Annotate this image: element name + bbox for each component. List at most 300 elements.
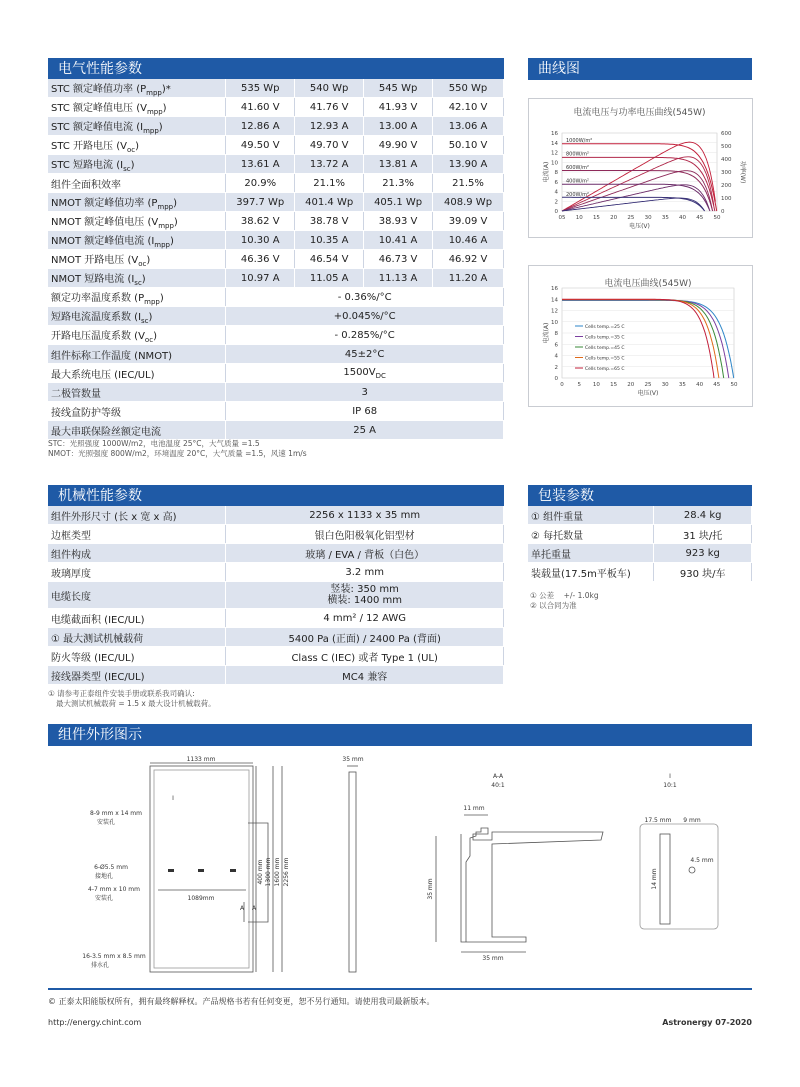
- mech-row: [48, 563, 504, 582]
- x-tick: 45: [696, 215, 704, 221]
- y-tick: 16: [551, 131, 558, 137]
- label-groundb: 接地孔: [94, 873, 114, 880]
- elec-value: 41.60 V: [226, 98, 295, 117]
- label-text: 组件全面积效率: [51, 179, 121, 191]
- mech-row: [48, 544, 504, 563]
- elec-value-span: [226, 402, 504, 421]
- elec-value: 42.10 V: [433, 98, 504, 117]
- label-a2: A: [251, 905, 257, 912]
- elec-value: 46.73 V: [364, 250, 433, 269]
- pack-note: [530, 591, 599, 611]
- legend-label: 600W/m²: [566, 165, 590, 171]
- label-text: 最大系统电压 (IEC/UL): [51, 369, 155, 381]
- label-sub: oc: [144, 335, 154, 344]
- elec-value: 10.46 A: [433, 231, 504, 250]
- elec-row: [48, 402, 504, 421]
- y-tick: 0: [554, 209, 558, 215]
- mech-value: [226, 582, 504, 609]
- y-tick: 12: [551, 308, 558, 315]
- label-text: 接线器类型 (IEC/UL): [51, 671, 145, 683]
- label-sub: sc: [141, 316, 149, 325]
- elec-row: [48, 117, 504, 136]
- mech-row: [48, 506, 504, 525]
- value-text: 3.2 mm: [345, 566, 384, 578]
- elec-value: 12.86 A: [226, 117, 295, 136]
- y-tick: 6: [554, 179, 558, 186]
- elec-row: [48, 98, 504, 117]
- value-text: 银白色阳极氧化铝型材: [314, 530, 415, 542]
- row-label: [48, 421, 226, 440]
- ground-hole-1: [168, 869, 174, 872]
- y2-tick: 0: [721, 209, 725, 215]
- label-11mm: 11 mm: [463, 805, 485, 812]
- elec-value-span: [226, 364, 504, 383]
- label-text: 最大串联保险丝额定电流: [51, 426, 161, 438]
- mech-row: [48, 628, 504, 647]
- elec-row: [48, 79, 504, 98]
- row-label: [48, 79, 226, 98]
- label-sub: sc: [134, 278, 142, 287]
- x-tick: 35: [678, 382, 686, 388]
- y2-tick: 200: [721, 183, 732, 189]
- elec-value: 408.9 Wp: [433, 193, 504, 212]
- value-text: IP 68: [352, 405, 378, 417]
- y-tick: 4: [554, 189, 558, 196]
- elec-value: 21.3%: [364, 174, 433, 193]
- label-w1089: 1089mm: [187, 895, 215, 902]
- pack-note2-mark: ②: [530, 601, 537, 610]
- mech-row: [48, 666, 504, 685]
- label-mount2b: 安装孔: [94, 895, 114, 902]
- elec-value: 540 Wp: [295, 79, 364, 98]
- pack-note1: 公差: [539, 591, 555, 600]
- label-mount2: 4-7 mm x 10 mm: [88, 886, 140, 893]
- elec-value: 49.70 V: [295, 136, 364, 155]
- elec-value: 46.36 V: [226, 250, 295, 269]
- label-9mm: 9 mm: [683, 817, 701, 824]
- nmot-note: NMOT：光照强度 800W/m2，环境温度 20°C，大气质量 =1.5，风速 1m/s: [48, 449, 307, 458]
- label-tail: ): [141, 273, 146, 285]
- pack-note2: 以合同为准: [539, 601, 577, 610]
- elec-value-span: [226, 288, 504, 307]
- elec-value-span: [226, 345, 504, 364]
- label-sub: oc: [138, 259, 147, 268]
- elec-row: [48, 269, 504, 288]
- x-tick: 50: [713, 215, 721, 221]
- x-tick: 15: [610, 382, 618, 388]
- chart2-box: [528, 265, 753, 407]
- label-text: 防火等级 (IEC/UL): [51, 652, 135, 664]
- elec-value: 405.1 Wp: [364, 193, 433, 212]
- elec-value-span: [226, 307, 504, 326]
- label-tail: ): [146, 254, 151, 266]
- label-sub: mpp: [146, 88, 162, 97]
- label-sub: mpp: [154, 240, 171, 249]
- x-tick: 10: [592, 382, 600, 388]
- value-text: 3: [361, 386, 368, 398]
- copyright: © 正泰太阳能版权所有，拥有最终解释权。产品规格书若有任何变更，恕不另行通知。请使用我司最新版本。: [48, 997, 435, 1006]
- row-label: [48, 506, 226, 525]
- y-label: 电流(A): [543, 161, 550, 183]
- elec-value: 535 Wp: [226, 79, 295, 98]
- y-tick: 2: [554, 364, 558, 371]
- mech-note-line1: 请参考正泰组件安装手册或联系我司确认:: [57, 689, 195, 698]
- elec-value: 49.50 V: [226, 136, 295, 155]
- label-35h: 35 mm: [482, 955, 504, 962]
- row-label: [48, 582, 226, 609]
- legend-label: Cells temp.=45 C: [585, 346, 625, 351]
- elec-value: 21.1%: [295, 174, 364, 193]
- footnote-mark: ①: [531, 511, 540, 523]
- row-label: [48, 326, 226, 345]
- value-text: +0.045%/°C: [333, 310, 396, 322]
- label-text: STC 额定峰值电流 (I: [51, 121, 144, 133]
- row-label: [48, 155, 226, 174]
- x-tick: 30: [644, 215, 652, 221]
- row-label: [48, 136, 226, 155]
- row-label: [528, 544, 654, 563]
- elec-value: 38.78 V: [295, 212, 364, 231]
- label-text: 组件构成: [51, 549, 91, 561]
- x-tick: 35: [661, 215, 669, 221]
- label-text: 组件重量: [543, 511, 584, 523]
- x-tick: 30: [661, 382, 669, 388]
- label-sub: mpp: [146, 107, 163, 116]
- elec-value: 12.93 A: [295, 117, 364, 136]
- elec-value: 41.93 V: [364, 98, 433, 117]
- row-label: [48, 628, 226, 647]
- pack-title: 包装参数: [538, 488, 594, 504]
- y2-tick: 500: [721, 144, 732, 150]
- y-tick: 14: [551, 297, 558, 304]
- x-tick: 0: [560, 382, 564, 388]
- elec-value: 49.90 V: [364, 136, 433, 155]
- row-label: [48, 364, 226, 383]
- y2-label: 功率(W): [739, 160, 746, 184]
- elec-row: [48, 155, 504, 174]
- mech-value: [226, 609, 504, 628]
- row-label: [48, 117, 226, 136]
- pack-value: 923 kg: [654, 544, 752, 563]
- x-tick: 25: [627, 215, 635, 221]
- pack-value: 28.4 kg: [654, 506, 752, 525]
- row-label: [528, 525, 654, 544]
- elec-value: 46.54 V: [295, 250, 364, 269]
- pack-table: [528, 506, 752, 582]
- drawing-title: 组件外形图示: [58, 727, 142, 743]
- label-tail: ): [153, 330, 157, 342]
- label-tail: )*: [161, 83, 171, 95]
- label-text: 组件标称工作温度 (NMOT): [51, 350, 173, 362]
- label-text: 额定功率温度系数 (P: [51, 292, 145, 304]
- elec-row: [48, 383, 504, 402]
- elec-note: [48, 439, 307, 459]
- y2-tick: 100: [721, 196, 732, 202]
- row-label: [48, 288, 226, 307]
- mech-note-mark: ①: [48, 689, 55, 698]
- label-text: 二极管数量: [51, 388, 101, 400]
- elec-value-span: [226, 383, 504, 402]
- y-tick: 8: [554, 331, 558, 337]
- label-text: 接线盒防护等级: [51, 407, 121, 419]
- mech-row: [48, 525, 504, 544]
- elec-value: 401.4 Wp: [295, 193, 364, 212]
- value-line2: 横装: 1400 mm: [327, 595, 403, 606]
- pv-curve: [562, 198, 705, 211]
- curves-header: [528, 58, 752, 80]
- label-1300: 1300 mm: [265, 857, 272, 887]
- label-tail: ): [159, 292, 164, 304]
- label-400: 400 mm: [257, 859, 264, 885]
- y-tick: 10: [551, 319, 558, 326]
- pack-row: [528, 544, 752, 563]
- mech-value: [226, 666, 504, 685]
- mech-value: [226, 544, 504, 563]
- elec-value: 21.5%: [433, 174, 504, 193]
- row-label: [48, 231, 226, 250]
- label-tail: ): [158, 121, 163, 133]
- side-view: [349, 772, 356, 972]
- x-tick: 20: [610, 215, 618, 221]
- label-a1: A: [239, 905, 245, 912]
- elec-value-span: [226, 326, 504, 345]
- pack-row: [528, 506, 752, 525]
- elec-row: [48, 250, 504, 269]
- stc-note: STC：光照强度 1000W/m2，电池温度 25°C，大气质量 =1.5: [48, 439, 260, 448]
- curves-title: 曲线图: [538, 61, 580, 77]
- footer-url[interactable]: http://energy.chint.com: [48, 1018, 142, 1027]
- elec-value: 20.9%: [226, 174, 295, 193]
- label-text: NMOT 额定峰值电压 (V: [51, 216, 159, 228]
- elec-value: 13.00 A: [364, 117, 433, 136]
- label-sub: sc: [123, 164, 131, 173]
- elec-value: 11.05 A: [295, 269, 364, 288]
- mech-header: [48, 485, 504, 507]
- label-aa-scale: 40:1: [491, 782, 505, 789]
- elec-row: [48, 345, 504, 364]
- row-label: [48, 402, 226, 421]
- value-text: 2256 x 1133 x 35 mm: [309, 509, 421, 521]
- pack-row: [528, 525, 752, 544]
- elec-value: 39.09 V: [433, 212, 504, 231]
- x-tick: 15: [592, 215, 600, 221]
- value-text: 玻璃 / EVA / 背板（白色）: [305, 549, 425, 561]
- label-text: NMOT 开路电压 (V: [51, 254, 139, 266]
- elec-value: 13.81 A: [364, 155, 433, 174]
- elec-value: 13.72 A: [295, 155, 364, 174]
- label-text: 装载量(17.5m平板车): [531, 568, 631, 580]
- legend-label: Cells temp.=65 C: [585, 367, 625, 372]
- pack-value: 930 块/车: [654, 563, 752, 582]
- elec-row: [48, 326, 504, 345]
- elec-value: 550 Wp: [433, 79, 504, 98]
- row-label: [48, 345, 226, 364]
- x-label: 电压(V): [629, 223, 650, 230]
- mech-value: [226, 506, 504, 525]
- label-sub: mpp: [158, 221, 174, 230]
- row-label: [48, 666, 226, 685]
- mech-table: [48, 506, 504, 685]
- legend-label: Cells temp.=35 C: [585, 335, 625, 341]
- value-text: 4 mm² / 12 AWG: [323, 612, 406, 624]
- row-label: [48, 212, 226, 231]
- pack-value: 31 块/托: [654, 525, 752, 544]
- row-label: [48, 525, 226, 544]
- label-text: 开路电压温度系数 (V: [51, 330, 145, 342]
- y2-tick: 400: [721, 157, 732, 163]
- legend-label: 200W/m²: [566, 192, 590, 198]
- value-text: MC4 兼容: [342, 671, 388, 683]
- x-tick: 20: [627, 382, 635, 388]
- label-text: 短路电流温度系数 (I: [51, 311, 142, 323]
- chart1-svg: [529, 99, 752, 237]
- label-tail: ): [148, 311, 153, 323]
- row-label: [528, 506, 654, 525]
- elec-value: 10.41 A: [364, 231, 433, 250]
- label-tail: ): [173, 197, 178, 209]
- mech-note-line2: 最大测试机械载荷 = 1.5 x 最大设计机械载荷。: [56, 699, 216, 708]
- drawing-header: [48, 724, 752, 746]
- mech-title: 机械性能参数: [58, 488, 142, 504]
- x-tick: 25: [644, 382, 652, 388]
- label-text: 电缆截面积 (IEC/UL): [51, 614, 145, 626]
- label-i-mark: I: [172, 795, 174, 802]
- label-tail: ): [173, 216, 178, 228]
- y2-tick: 300: [721, 170, 732, 176]
- row-label: [48, 307, 226, 326]
- mech-value: [226, 525, 504, 544]
- elec-value: 41.76 V: [295, 98, 364, 117]
- elec-value: 10.30 A: [226, 231, 295, 250]
- row-label: [48, 609, 226, 628]
- legend-label: 400W/m²: [566, 178, 590, 185]
- elec-header: [48, 58, 504, 80]
- label-text: NMOT 额定峰值电流 (I: [51, 235, 155, 247]
- dim-35: 35 mm: [342, 756, 364, 763]
- y-tick: 8: [554, 170, 558, 176]
- dim-width: 1133 mm: [186, 756, 216, 763]
- label-sub: mpp: [144, 297, 160, 306]
- x-tick: 10: [575, 215, 583, 221]
- x-tick: 45: [713, 382, 721, 388]
- elec-value: 38.93 V: [364, 212, 433, 231]
- x-label: 电压(V): [637, 390, 659, 397]
- y-tick: 12: [551, 150, 558, 157]
- row-label: [48, 383, 226, 402]
- elec-value: 13.06 A: [433, 117, 504, 136]
- y-label: 电流(A): [543, 322, 550, 344]
- label-drainb: 排水孔: [90, 962, 110, 969]
- pack-header: [528, 485, 752, 507]
- y2-tick: 600: [721, 131, 732, 137]
- elec-value: 10.35 A: [295, 231, 364, 250]
- legend-label: Cells temp.=55 C: [585, 356, 625, 362]
- label-35v: 35 mm: [427, 878, 434, 900]
- label-175: 17.5 mm: [644, 817, 672, 824]
- x-tick: 05: [558, 215, 566, 221]
- elec-value: 545 Wp: [364, 79, 433, 98]
- label-sub: mpp: [157, 202, 174, 211]
- elec-value: 11.20 A: [433, 269, 504, 288]
- mech-note: [48, 689, 216, 709]
- chart-title: 电流电压与功率电压曲线(545W): [573, 108, 706, 118]
- value-text: Class C (IEC) 或者 Type 1 (UL): [291, 652, 438, 664]
- y-tick: 10: [551, 160, 558, 167]
- elec-value: 397.7 Wp: [226, 193, 295, 212]
- elec-row: [48, 421, 504, 440]
- y-tick: 16: [551, 286, 558, 292]
- row-label: [528, 563, 654, 582]
- elec-row: [48, 212, 504, 231]
- label-text: STC 开路电压 (V: [51, 140, 127, 152]
- elec-value: 10.97 A: [226, 269, 295, 288]
- label-tail: ): [170, 235, 174, 247]
- label-14: 14 mm: [651, 868, 658, 890]
- y-tick: 4: [554, 353, 558, 360]
- label-text: NMOT 短路电流 (I: [51, 273, 135, 285]
- elec-row: [48, 364, 504, 383]
- footnote-mark: ①: [51, 633, 60, 645]
- elec-value: 46.92 V: [433, 250, 504, 269]
- label-1600: 1600 mm: [274, 857, 281, 887]
- label-sub: mpp: [143, 126, 159, 135]
- y-tick: 2: [554, 199, 558, 206]
- label-text: STC 额定峰值电压 (V: [51, 102, 147, 114]
- label-sub: oc: [126, 145, 136, 154]
- value-text: - 0.36%/°C: [337, 291, 392, 303]
- row-label: [48, 193, 226, 212]
- row-label: [48, 98, 226, 117]
- x-tick: 50: [730, 382, 738, 388]
- value-text: 5400 Pa (正面) / 2400 Pa (背面): [288, 633, 441, 645]
- y-tick: 14: [551, 140, 558, 147]
- elec-row: [48, 231, 504, 250]
- row-label: [48, 563, 226, 582]
- elec-row: [48, 307, 504, 326]
- footnote-mark: ②: [531, 530, 540, 542]
- elec-value: 50.10 V: [433, 136, 504, 155]
- elec-value: 13.61 A: [226, 155, 295, 174]
- label-text: 玻璃厚度: [51, 568, 91, 580]
- value-line1: 竖装: 350 mm: [330, 584, 399, 595]
- elec-row: [48, 174, 504, 193]
- label-mount1: 8-9 mm x 14 mm: [90, 810, 142, 817]
- value-text: - 0.285%/°C: [334, 329, 395, 341]
- module-drawing: [48, 752, 752, 982]
- elec-value: 13.90 A: [433, 155, 504, 174]
- row-label: [48, 174, 226, 193]
- pack-note1b: +/- 1.0kg: [563, 591, 599, 600]
- elec-row: [48, 288, 504, 307]
- detail-i-slot: [660, 834, 670, 924]
- value-text: 1500V: [343, 366, 376, 378]
- label-i-scale: 10:1: [663, 782, 677, 789]
- value-sub: DC: [375, 371, 386, 380]
- mech-row: [48, 647, 504, 666]
- legend-label: Cells temp.=25 C: [585, 325, 625, 330]
- label-i: I: [669, 773, 671, 780]
- y-tick: 6: [554, 342, 558, 349]
- pack-note1-mark: ①: [530, 591, 537, 600]
- chart1-box: [528, 98, 753, 238]
- row-label: [48, 544, 226, 563]
- frame-profile: [461, 828, 603, 942]
- row-label: [48, 250, 226, 269]
- label-text: STC 额定峰值功率 (P: [51, 83, 147, 95]
- legend-label: 1000W/m²: [566, 138, 593, 144]
- elec-title: 电气性能参数: [58, 61, 142, 77]
- ground-hole-2: [198, 869, 204, 872]
